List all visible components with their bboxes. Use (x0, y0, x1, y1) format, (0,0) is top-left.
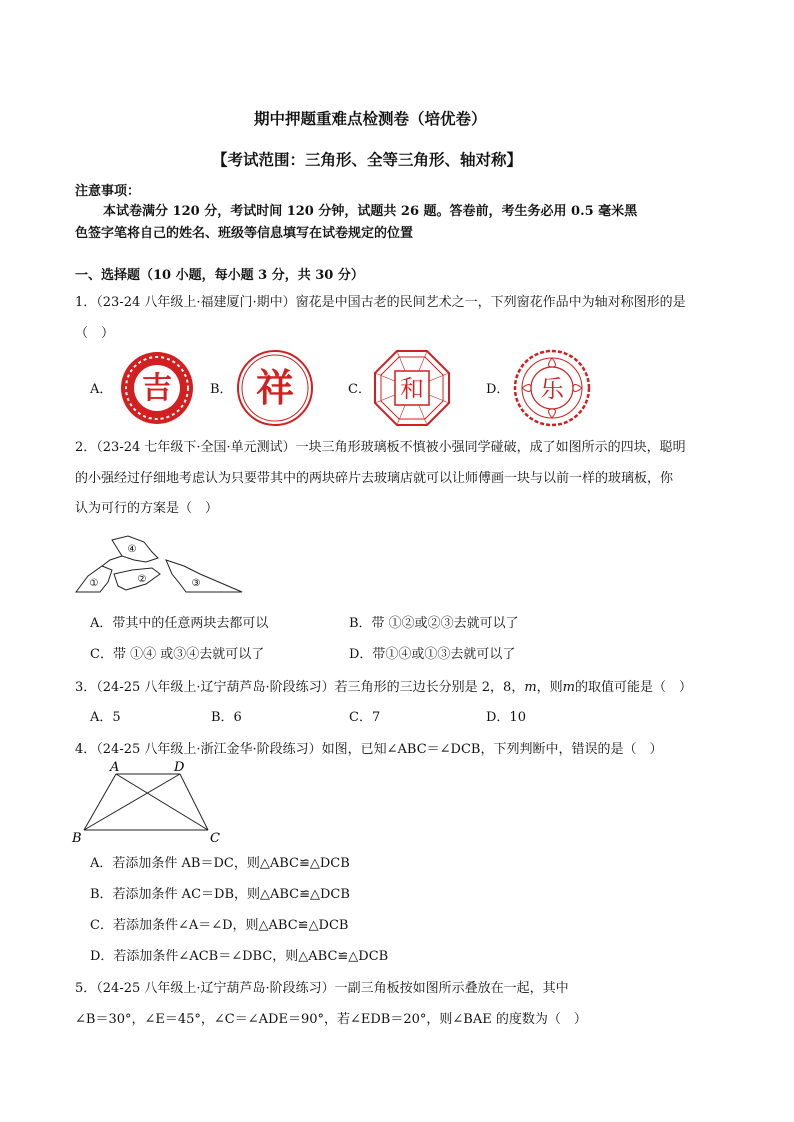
q1-option-c-seal (373, 349, 451, 427)
q3-option-b: B．6 (211, 710, 242, 725)
question-1-paren: （ ） (75, 326, 115, 341)
question-4-text: 4．（24-25 八年级上·浙江金华·阶段练习）如图，已知∠ABC＝∠DCB，下列判断中，错误的是（ ） (75, 742, 663, 757)
q1-option-c-label: C． (348, 382, 371, 397)
question-5-line-1: 5．（24-25 八年级上·辽宁葫芦岛·阶段练习）一副三角板按如图所示叠放在一起，其中 (75, 981, 569, 996)
q4-option-b: B．若添加条件 AC＝DB，则△ABC≌△DCB (90, 887, 350, 902)
vertex-b-label: B (72, 831, 82, 844)
q1-option-a-label: A． (90, 382, 113, 397)
question-3-text (75, 676, 692, 695)
q3-text-c: 的取值可能是（ ） (575, 680, 693, 695)
q1-option-d-seal (513, 349, 591, 427)
question-1-text: 1．（23-24 八年级上·福建厦门·期中）窗花是中国古老的民间艺术之一，下列窗花作品中为轴对称图形的是 (75, 295, 686, 310)
q1-option-a-glyph: 吉 (142, 371, 172, 406)
question-2-line-3: 认为可行的方案是（ ） (75, 501, 219, 516)
q3-option-c: C．7 (349, 710, 381, 725)
question-5-line-2: ∠B＝30°，∠E＝45°，∠C＝∠ADE＝90°，若∠EDB＝20°，则∠BAE 的度数为（ ） (75, 1012, 587, 1027)
vertex-a-label: A (110, 760, 120, 775)
notice-line-1: 本试卷满分 120 分，考试时间 120 分钟，试题共 26 题。答卷前，考生务必用 0.5 毫米黑 (103, 204, 638, 219)
q4-option-c: C．若添加条件∠A＝∠D，则△ABC≌△DCB (90, 918, 349, 933)
page-title: 期中押题重难点检测卷（培优卷） (254, 109, 487, 128)
q2-option-a: A．带其中的任意两块去都可以 (90, 616, 269, 631)
exam-scope: 【考试范围：三角形、全等三角形、轴对称】 (212, 150, 523, 169)
vertex-d-label: D (174, 760, 185, 775)
q1-option-b-seal (236, 349, 314, 427)
question-2-line-1: 2．（23-24 七年级下·全国·单元测试）一块三角形玻璃板不慎被小强同学碰破，成了如图所示的四块，聪明 (75, 440, 686, 455)
q3-text-a: 3．（24-25 八年级上·辽宁葫芦岛·阶段练习）若三角形的三边长分别是 2，8， (75, 680, 525, 695)
q3-text-b: ，则 (536, 680, 563, 695)
figure-label-4: ④ (127, 544, 137, 555)
q1-option-a-seal (118, 349, 196, 427)
figure-label-2: ② (137, 574, 147, 585)
glass-piece-3 (166, 560, 242, 592)
q2-option-c: C．带 ①④ 或③④去就可以了 (90, 647, 265, 662)
q3-option-a: A．5 (90, 710, 121, 725)
question-2-line-2: 的小强经过仔细地考虑认为只要带其中的两块碎片去玻璃店就可以让师傅画一块与以前一样的玻璃板，你 (75, 471, 674, 486)
notice-line-2: 色签字笔将自己的姓名、班级等信息填写在试卷规定的位置 (75, 226, 414, 241)
q3-var-m-2: m (562, 680, 575, 695)
q1-option-d-glyph: 乐 (540, 375, 564, 403)
q1-option-b-glyph: 祥 (255, 365, 295, 410)
q4-triangle-figure (70, 758, 230, 844)
q1-option-d-label: D． (486, 382, 510, 397)
q2-option-b: B．带 ①②或②③去就可以了 (349, 616, 519, 631)
section-heading: 一、选择题（10 小题，每小题 3 分，共 30 分） (75, 268, 364, 283)
q4-option-a: A．若添加条件 AB＝DC，则△ABC≌△DCB (90, 856, 350, 871)
q1-option-c-glyph: 和 (400, 375, 424, 403)
q2-glass-figure (74, 530, 244, 595)
vertex-c-label: C (210, 831, 220, 844)
notice-heading: 注意事项： (75, 184, 141, 199)
q1-option-b-label: B． (210, 382, 233, 397)
q4-option-d: D．若添加条件∠ACB＝∠DBC，则△ABC≌△DCB (90, 949, 389, 964)
q3-option-d: D．10 (486, 710, 526, 725)
q2-option-d: D．带①④或①③去就可以了 (349, 647, 516, 662)
q3-var-m: m (524, 680, 537, 695)
figure-label-1: ① (89, 578, 99, 589)
figure-label-3: ③ (191, 578, 201, 589)
